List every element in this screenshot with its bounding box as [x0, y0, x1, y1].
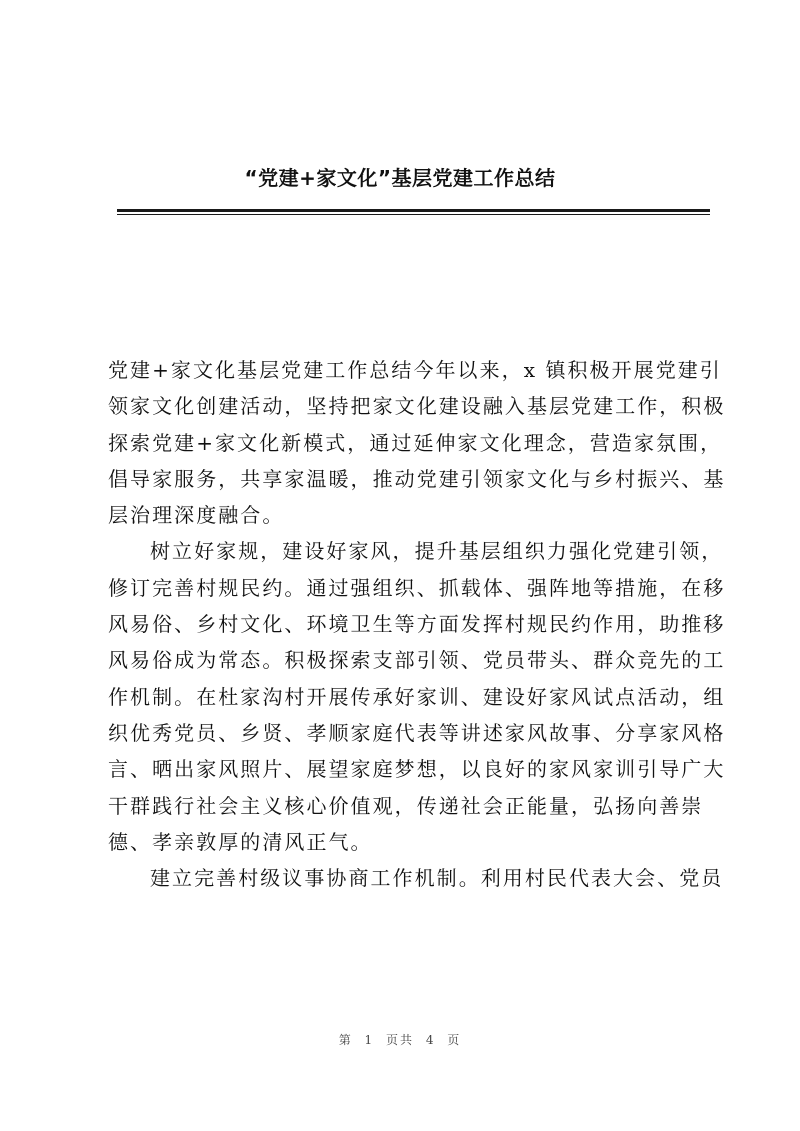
text-line: 风易俗成为常态。积极探索支部引领、党员带头、群众竞先的工	[108, 648, 726, 673]
paragraph-intro	[108, 352, 726, 533]
title-underline-thin	[117, 214, 710, 215]
text-line: 倡导家服务，共享家温暖，推动党建引领家文化与乡村振兴、基	[108, 466, 726, 491]
text-line: 探索党建+家文化新模式，通过延伸家文化理念，营造家氛围，	[108, 430, 723, 455]
text-line: 织优秀党员、乡贤、孝顺家庭代表等讲述家风故事、分享家风格	[108, 720, 726, 745]
text-line: 建立完善村级议事协商工作机制。利用村民代表大会、党员	[150, 866, 724, 891]
text-line: 德、孝亲敦厚的清风正气。	[108, 829, 373, 854]
text-line: 党建+家文化基层党建工作总结今年以来，x 镇积极开展党建引	[108, 358, 722, 382]
text-line: 言、晒出家风照片、展望家庭梦想，以良好的家风家训引导广大	[108, 757, 726, 782]
paragraph-family-rules	[108, 533, 726, 860]
paragraph-consultation	[108, 860, 724, 896]
text-line: 领家文化创建活动，坚持把家文化建设融入基层党建工作，积极	[108, 394, 726, 419]
page-footer: 第 1 页共 4 页	[338, 1033, 462, 1047]
text-line: 修订完善村规民约。通过强组织、抓载体、强阵地等措施，在移	[108, 575, 726, 600]
text-line: 作机制。在杜家沟村开展传承好家训、建设好家风试点活动，组	[108, 684, 726, 709]
text-line: 风易俗、乡村文化、环境卫生等方面发挥村规民约作用，助推移	[108, 612, 726, 637]
text-line: 树立好家规，建设好家风，提升基层组织力强化党建引领，	[150, 539, 724, 564]
text-line: 干群践行社会主义核心价值观，传递社会正能量，弘扬向善崇	[108, 793, 704, 818]
text-line: 层治理深度融合。	[108, 503, 285, 528]
document-body	[108, 352, 726, 896]
page-title: “党建+家文化”基层党建工作总结	[244, 166, 556, 190]
title-underline-thick	[117, 209, 710, 212]
